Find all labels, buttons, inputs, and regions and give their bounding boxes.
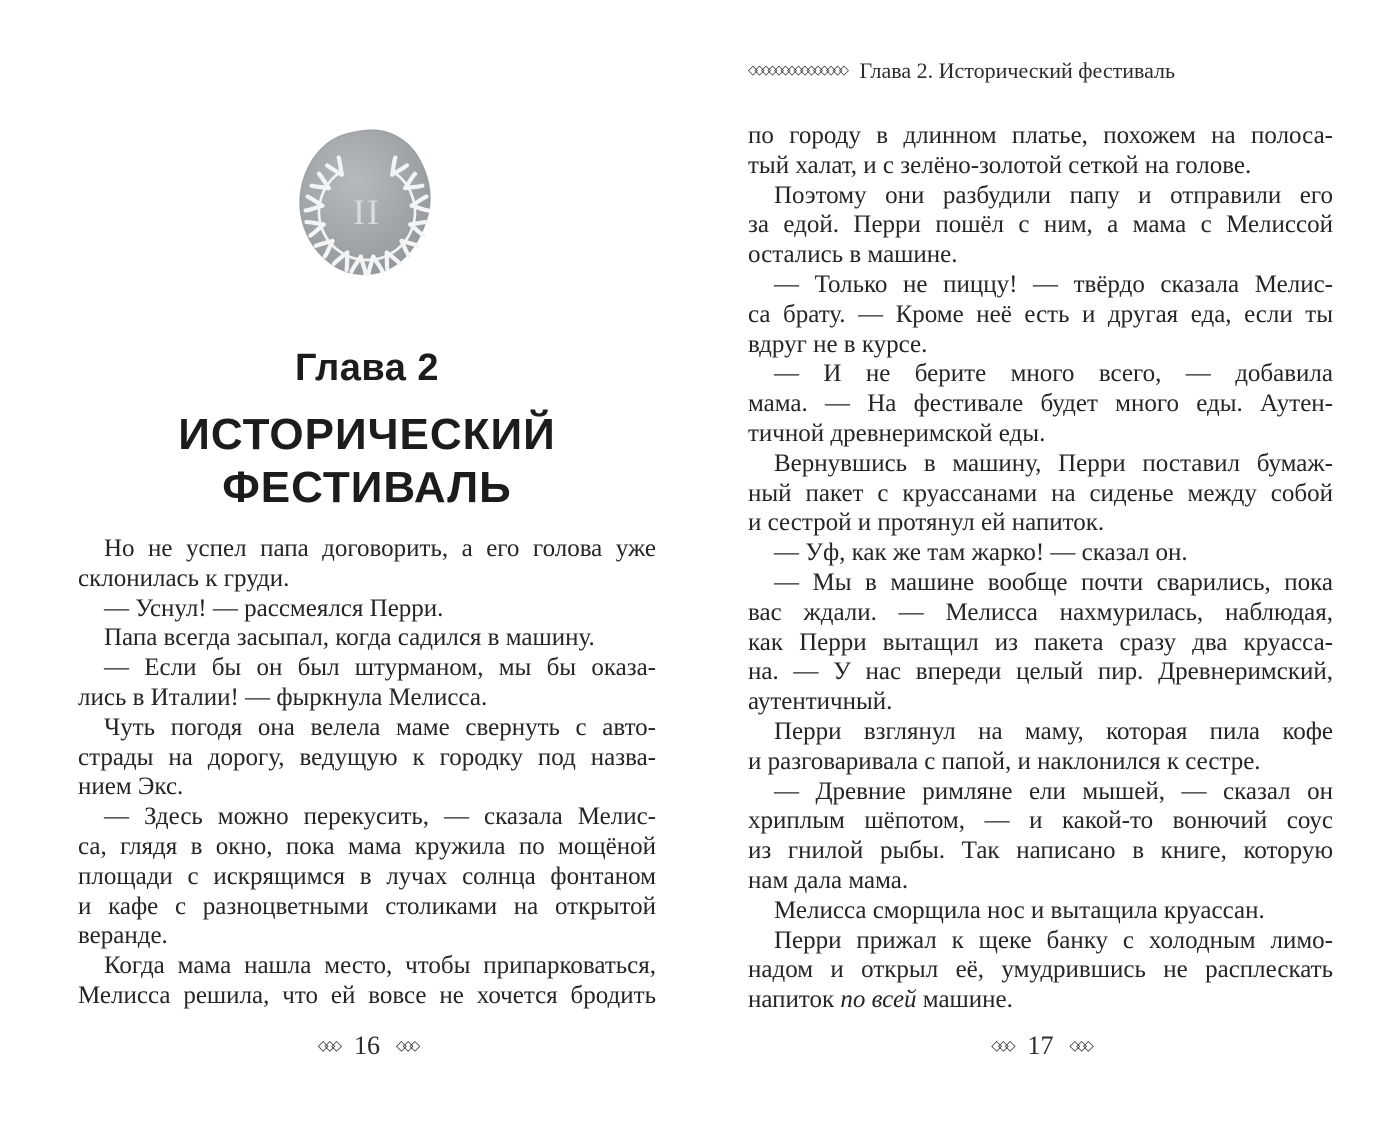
- text-line: — Уф, как же там жарко! — сказал он.: [774, 539, 1188, 567]
- text-segment: машине.: [916, 986, 1013, 1014]
- text-line: Поэтому они разбудили папу и отправили его: [774, 181, 1333, 209]
- text-line: вас ждали. — Мелисса нахмурилась, наблюдая,: [748, 598, 1333, 626]
- text-line: страды на дорогу, ведущую к городку под назва-: [78, 743, 656, 771]
- page-number: 17: [1027, 1031, 1054, 1060]
- text-line: Перри взглянул на маму, которая пила кофе: [774, 717, 1333, 745]
- left-page-body: [78, 534, 656, 1011]
- text-line: по городу в длинном платье, похожем на полоса-: [748, 122, 1333, 149]
- text-line: нием Экс.: [78, 773, 184, 801]
- text-line: лись в Италии! — фыркнула Мелисса.: [78, 683, 488, 711]
- text-line: как Перри вытащил из пакета сразу два круасса-: [748, 628, 1333, 656]
- text-line: ный пакет с круассанами на сиденье между собой: [748, 479, 1333, 507]
- text-line: — Мы в машине вообще почти сварились, пока: [774, 568, 1333, 596]
- text-line: Чуть погодя она велела маме свернуть с авто-: [104, 713, 656, 741]
- right-page-footer: [748, 1032, 1333, 1062]
- text-line: площади с искрящимся в лучах солнца фонтаном: [78, 862, 656, 890]
- text-line: мама. — На фестивале будет много еды. Аутен-: [748, 390, 1333, 418]
- text-line: и разговаривала с папой, и наклонился к сестре.: [748, 747, 1261, 775]
- text-line: — Только не пиццу! — твёрдо сказала Мелис-: [774, 270, 1333, 298]
- right-page: [748, 0, 1333, 1125]
- text-line: Перри прижал к щеке банку с холодным лимо-: [774, 926, 1333, 954]
- text-line: аутентичный.: [748, 688, 893, 716]
- text-line: — Уснул! — рассмеялся Перри.: [104, 594, 444, 622]
- text-line: и сестрой и протянул ей напиток.: [748, 509, 1105, 537]
- roman-numeral: II: [353, 192, 381, 232]
- chapter-heading: Глава 2: [294, 347, 440, 389]
- text-segment: напиток: [748, 986, 841, 1014]
- text-line: и кафе с разноцветными столиками на открытой: [78, 892, 656, 920]
- text-line: остались в машине.: [748, 241, 958, 269]
- text-line: — Здесь можно перекусить, — сказала Мелис-: [104, 803, 656, 831]
- diamond-chain-ornament: ◇◇◇: [317, 1038, 338, 1054]
- chapter-title: ИСТОРИЧЕСКИЙ ФЕСТИВАЛЬ: [178, 410, 556, 512]
- text-line: Папа всегда засыпал, когда садился в машину.: [104, 624, 595, 652]
- diamond-chain-ornament: ◇◇◇: [991, 1038, 1012, 1054]
- text-line: тичной древнеримской еды.: [748, 419, 1046, 447]
- chapter-stone-figure: [290, 120, 444, 292]
- text-line: — Древние римляне ели мышей, — сказал он: [774, 777, 1333, 805]
- left-page: [78, 0, 656, 1125]
- stone-illustration: [290, 120, 444, 292]
- running-header: [748, 58, 1333, 84]
- text-line: из гнилой рыбы. Так написано в книге, которую: [748, 837, 1333, 865]
- left-page-footer: [78, 1032, 656, 1062]
- text-line: са, глядя в окно, пока мама кружила по мощёной: [78, 832, 656, 860]
- diamond-chain-ornament: ◇◇◇: [1069, 1038, 1090, 1054]
- text-line: Мелисса решила, что ей вовсе не хочется бродить: [78, 981, 656, 1009]
- text-line: — Если бы он был штурманом, мы бы оказа-: [104, 654, 656, 682]
- text-line: надом и открыл её, умудрившись не расплескать: [748, 956, 1333, 984]
- right-page-body: [748, 121, 1333, 1015]
- text-line: — И не берите много всего, — добавила: [774, 360, 1333, 388]
- text-line: Мелисса сморщила нос и вытащила круассан.: [774, 896, 1265, 924]
- text-line: са брату. — Кроме неё есть и другая еда, если ты: [748, 300, 1333, 328]
- text-line: хриплым шёпотом, — и какой-то вонючий соус: [748, 807, 1333, 835]
- text-line: Когда мама нашла место, чтобы припарковаться,: [104, 952, 656, 980]
- text-line: Вернувшись в машину, Перри поставил бумаж-: [774, 449, 1333, 477]
- text-line: вдруг не в курсе.: [748, 330, 928, 358]
- diamond-chain-ornament: ◇◇◇◇◇◇◇◇◇◇◇◇◇◇◇: [748, 62, 846, 77]
- italic-text-segment: по всей: [840, 986, 917, 1014]
- text-line: веранде.: [78, 922, 168, 950]
- diamond-chain-ornament: ◇◇◇: [396, 1038, 417, 1054]
- running-header-text: Глава 2. Исторический фестиваль: [859, 58, 1176, 83]
- text-line: Но не успел папа договорить, а его голова уже: [104, 535, 656, 562]
- text-line: на. — У нас впереди целый пир. Древнеримский,: [748, 658, 1333, 686]
- text-line: нам дала мама.: [748, 866, 909, 894]
- text-line: [748, 985, 1333, 1015]
- page-number: 16: [354, 1031, 380, 1060]
- text-line: тый халат, и с зелёно-золотой сеткой на голове.: [748, 151, 1252, 179]
- text-line: за едой. Перри пошёл с ним, а мама с Мелиссой: [748, 211, 1333, 239]
- text-line: склонилась к груди.: [78, 564, 290, 592]
